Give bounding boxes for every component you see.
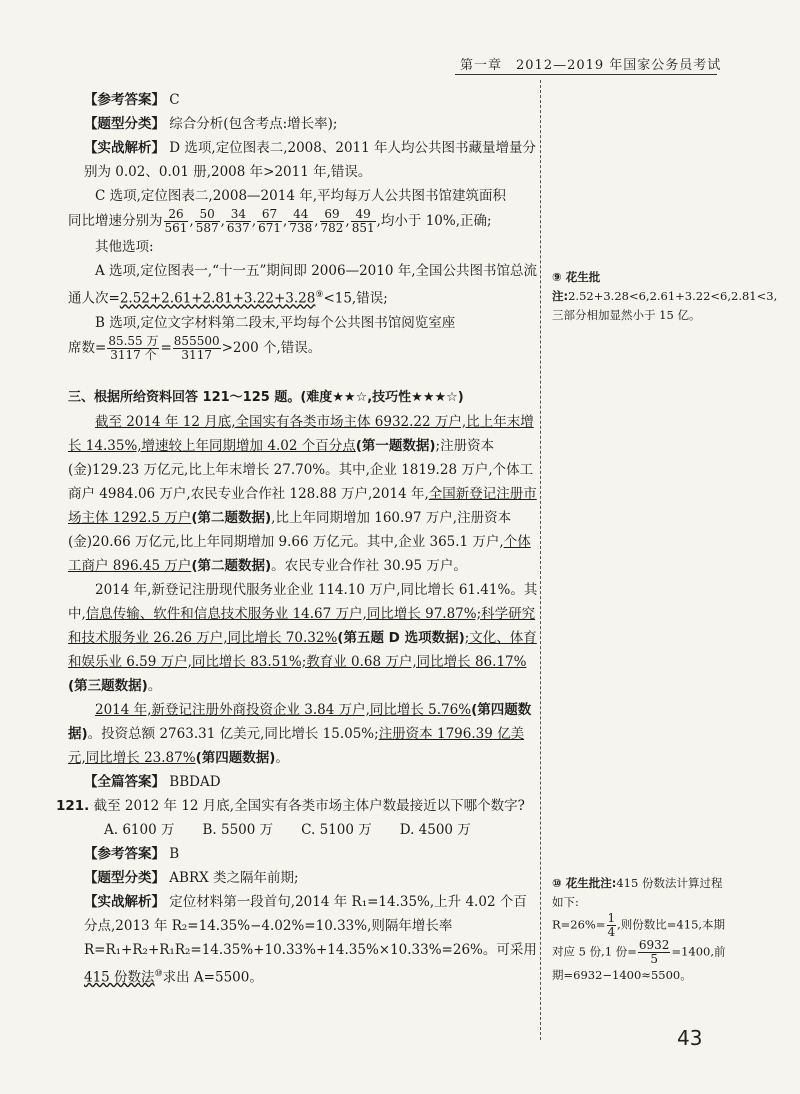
answer-value: B (169, 845, 180, 862)
option-b: B. 5500 万 (202, 821, 274, 838)
analysis-line-1: D 选项,定位图表二,2008、2011 年人均公共图书藏量增量分别为 0.02、0.01 册,2008 年>2011 年,错误。 (84, 140, 536, 180)
type-value: ABRX 类之隔年前期; (169, 869, 299, 886)
analysis-tag: 【实战解析】 (84, 893, 165, 910)
note-fraction-2: $\frac{6932}{5}$ (638, 938, 670, 966)
margin-note-10 (552, 874, 727, 985)
option-b-calc (68, 335, 538, 362)
note-text: ,则份数比=415,本期对应 5 份,1 份= (552, 917, 726, 959)
note-fourth-question: (第四题数据) (68, 701, 532, 742)
full-answer (68, 770, 538, 794)
passage (68, 410, 538, 770)
question-121 (56, 794, 538, 818)
reference-answer-1 (68, 88, 538, 112)
main-column (56, 88, 538, 989)
highlight-individual-business: 个体工商户 896.45 万户 (68, 533, 531, 574)
reference-answer-121 (68, 842, 538, 866)
note-text: 415 份数法计算过程如下: (552, 876, 723, 909)
note-9-ref: ⑨ (315, 290, 324, 300)
growth-suffix: ,均小于 10%,正确; (376, 213, 492, 229)
analysis-line-2: C 选项,定位图表二,2008—2014 年,平均每万人公共图书馆建筑面积 (95, 188, 506, 204)
note-tag: ⑩ 花生批注: (552, 876, 617, 890)
note-formula: R=26%= (552, 917, 606, 932)
growth-fraction: $\frac{44}{738}$ (289, 207, 313, 235)
highlight-culture-education: ;文化、体育和娱乐业 6.59 万户,同比增长 83.51%;教育业 0.68 万户,同比增长 86.17% (68, 629, 537, 670)
highlight-services: 信息传输、软件和信息技术服务业 14.67 万户,同比增长 97.87%;科学研究和技术服务业 26.26 万户,同比增长 70.32% (68, 605, 536, 646)
question-number: 121. (56, 797, 90, 814)
margin-note-9 (552, 268, 778, 325)
question-type-121 (68, 866, 538, 890)
note-first-question: (第一题数据) (355, 437, 436, 454)
passage-text: 。 (275, 749, 289, 766)
passage-text: 2014 年,新登记注册现代服务业企业 114.10 万户,同比增长 61.41%。其中, (68, 581, 538, 622)
passage-text: ,比上年同期增加 160.97 万户,注册资本(金)20.66 万亿元,比上年同期增加 9.66 万亿元。其中,企业 365.1 万户, (68, 509, 512, 550)
analysis-tag: 【实战解析】 (84, 140, 165, 156)
type-value: 综合分析(包含考点:增长率); (169, 116, 338, 132)
passage-text: 。 (147, 677, 162, 694)
question-options (68, 818, 538, 842)
note-second-question: (第二题数据) (191, 509, 272, 526)
growth-fraction: $\frac{34}{637}$ (226, 207, 250, 235)
analysis-1 (68, 136, 538, 184)
highlight-foreign-investment: 2014 年,新登记注册外商投资企业 3.84 万户,同比增长 5.76% (95, 701, 472, 718)
note-fourth-question: (第四题数据) (195, 749, 276, 766)
option-a-text: A 选项,定位图表一,“十一五”期间即 2006—2010 年,全国公共图书馆总流通人次= (68, 263, 538, 307)
growth-prefix: 同比增速分别为 (68, 213, 163, 229)
fraction-separator: , (345, 213, 350, 229)
growth-fraction: $\frac{49}{851}$ (351, 207, 375, 235)
option-b-equals: = (160, 339, 172, 356)
option-d: D. 4500 万 (399, 821, 471, 838)
passage-text: 。农民专业合作社 30.95 万户。 (271, 557, 467, 574)
analysis-121 (68, 890, 538, 990)
option-b-fraction-1: $\frac{\text{85.55 万}}{\text{3117 个}}$ (108, 333, 159, 362)
type-tag: 【题型分类】 (84, 116, 165, 132)
fraction-separator: , (251, 213, 257, 229)
method-highlight: 415 份数法 (84, 969, 155, 985)
highlight-registered-capital: 注册资本 1796.39 亿美元,同比增长 23.87% (68, 725, 525, 766)
growth-fraction: $\frac{69}{782}$ (320, 207, 344, 235)
option-b-prefix: 席数= (68, 339, 107, 356)
passage-paragraph-2 (68, 578, 538, 698)
full-answer-tag: 【全篇答案】 (84, 773, 165, 790)
page-number: 43 (677, 1026, 703, 1050)
passage-text: ;注册资本(金)129.23 万亿元,比上年末增长 27.70%。其中,企业 1819.28 万户,个体工商户 4984.06 万户,农民专业合作社 128.88 万户,2014 年, (68, 437, 534, 502)
option-b-suffix: >200 个,错误。 (221, 339, 322, 356)
note-tag: ⑨ 花生批注: (552, 270, 601, 303)
answer-value: C (169, 92, 180, 108)
option-b-fraction-2: $\frac{855500}{3117}$ (173, 333, 220, 362)
answer-tag: 【参考答案】 (84, 92, 165, 108)
highlight-first-data: 截至 2014 年 12 月底,全国实有各类市场主体 6932.22 万户,比上年末增长 14.35%,增速较上年同期增加 4.02 个百分点 (68, 413, 534, 454)
option-a-result: <15,错误; (323, 290, 388, 307)
fraction-list (163, 207, 377, 235)
margin-divider (540, 80, 541, 1040)
growth-fraction: $\frac{26}{561}$ (164, 207, 188, 235)
question-text: 截至 2012 年 12 月底,全国实有各类市场主体户数最接近以下哪个数字? (93, 797, 525, 814)
full-answer-value: BBDAD (169, 773, 221, 790)
running-header: 第一章 2012—2019 年国家公务员考试 (460, 58, 722, 73)
header-rule (455, 74, 717, 75)
note-third-question: (第三题数据) (68, 677, 148, 694)
fraction-separator: , (314, 213, 319, 229)
fraction-separator: , (283, 213, 288, 229)
fraction-separator: , (220, 213, 225, 229)
growth-fraction: $\frac{50}{587}$ (195, 207, 219, 235)
note-10-ref: ⑩ (154, 968, 163, 979)
section-heading: 三、根据所给资料回答 121～125 题。(难度★★☆,技巧性★★★☆) (68, 389, 464, 405)
question-type-1 (68, 112, 538, 136)
fraction-separator: , (189, 213, 194, 229)
passage-paragraph-1 (68, 410, 538, 578)
type-tag: 【题型分类】 (84, 869, 165, 886)
analysis-text: 定位材料第一段首句,2014 年 R₁=14.35%,上升 4.02 个百分点,2013 年 R₂=14.35%−4.02%=10.33%,则隔年增长率 R=R₁+R₂+R₁R₂=14.35%+10.33%+14.35%×10.33%=26%。可采用 (84, 893, 537, 958)
passage-text: 。投资总额 2763.31 亿美元,同比增长 15.05%; (87, 725, 379, 742)
note-text: =1400,前期=6932−1400≈5500。 (552, 944, 726, 982)
note-fraction-1: $\frac{1}{4}$ (607, 911, 616, 939)
highlight-new-registration: 全国新登记注册市场主体 1292.5 万户 (68, 485, 537, 526)
option-a: A. 6100 万 (104, 821, 175, 838)
growth-fraction: $\frac{67}{671}$ (258, 207, 282, 235)
option-a-analysis (68, 259, 538, 311)
growth-fraction-line (68, 208, 538, 235)
passage-paragraph-3 (68, 698, 538, 770)
note-text: 2.52+3.28<6,2.61+3.22<6,2.81<3,三部分相加显然小于 15 亿。 (552, 289, 778, 322)
analysis-result: 求出 A=5500。 (162, 969, 263, 985)
option-c: C. 5100 万 (301, 821, 372, 838)
note-second-question: (第二题数据) (191, 557, 272, 574)
answer-tag: 【参考答案】 (84, 845, 165, 862)
option-b-analysis: B 选项,定位文字材料第二段末,平均每个公共图书馆阅览室座 (95, 314, 456, 331)
note-fifth-question: (第五题 D 选项数据) (337, 629, 465, 646)
option-a-sum: 2.52+2.61+2.81+3.22+3.28 (119, 290, 316, 307)
others-label: 其他选项: (95, 239, 154, 255)
